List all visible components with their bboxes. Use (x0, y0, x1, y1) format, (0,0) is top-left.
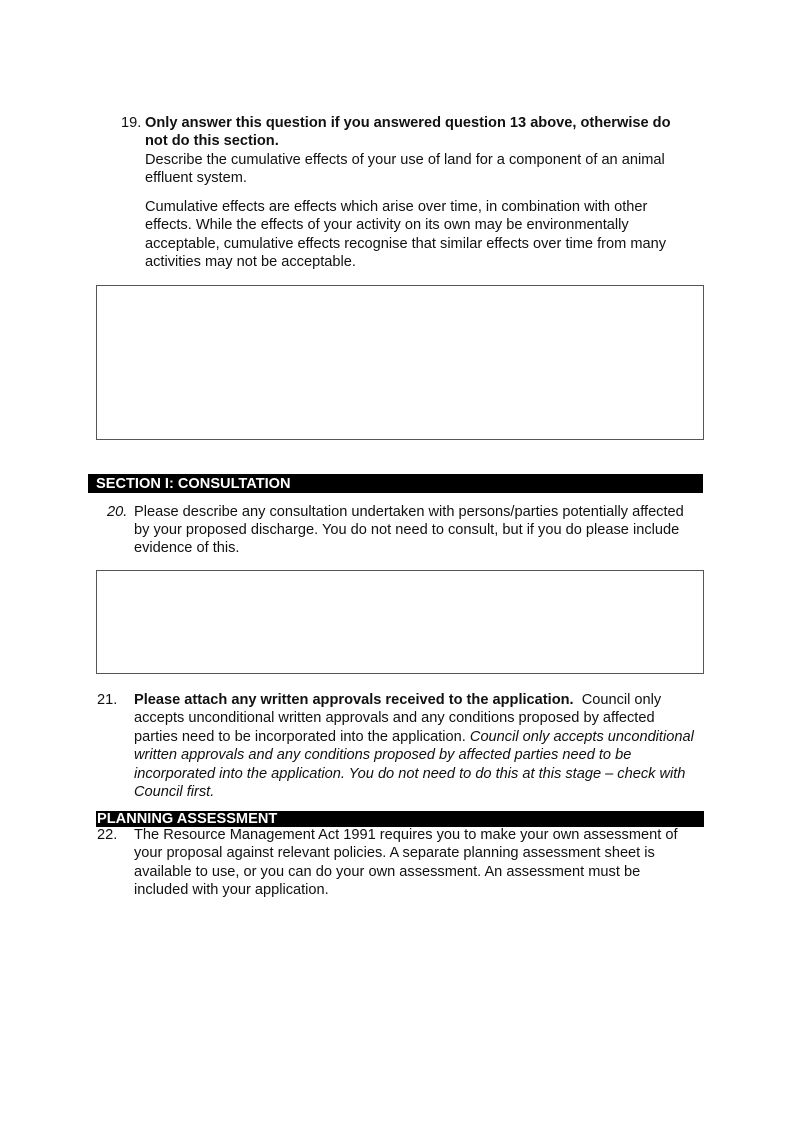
q19-explanation-line: Cumulative effects are effects which arise over time, in combination with other (145, 199, 648, 215)
q21-bold-text: Please attach any written approvals received to the application. (134, 692, 574, 708)
q19-explanation-line: acceptable, cumulative effects recognise that similar effects over time from many (145, 236, 667, 252)
q21-italic-line: written approvals and any conditions proposed by affected parties need to be (134, 747, 632, 763)
q19-instruction-line: not do this section. (145, 133, 279, 149)
q19-question-line: Describe the cumulative effects of your use of land for a component of an animal (145, 152, 665, 168)
q19-instruction-line: Only answer this question if you answered question 13 above, otherwise do (145, 115, 671, 131)
q21-italic-line: incorporated into the application. You do not need to do this at this stage – check with (134, 766, 686, 782)
q20-question-line: by your proposed discharge. You do not need to consult, but if you do please include (134, 522, 680, 538)
q22-line: included with your application. (134, 882, 329, 898)
q22-line: available to use, or you can do your own assessment. An assessment must be (134, 864, 641, 880)
q21-italic-text: Council only accepts unconditional (469, 729, 694, 745)
q19-question-line: effluent system. (145, 170, 247, 186)
q19-explanation-line: effects. While the effects of your activity on its own may be environmentally (145, 217, 629, 233)
q19-explanation-line: activities may not be acceptable. (145, 254, 356, 270)
planning-assessment-heading: PLANNING ASSESSMENT (96, 811, 704, 827)
question-number: 19. (121, 115, 142, 131)
q20-question-line: Please describe any consultation undertaken with persons/parties potentially affected (134, 504, 684, 520)
q22-line: your proposal against relevant policies. A separate planning assessment sheet is (134, 845, 655, 861)
q20-answer-box[interactable] (96, 570, 704, 674)
q21-text: parties need to be incorporated into the application. (134, 729, 466, 745)
q21-line (134, 691, 661, 709)
q21-line: accepts unconditional written approvals and any conditions proposed by affected (134, 710, 655, 726)
q19-answer-box[interactable] (96, 285, 704, 440)
q21-text: Council only (581, 692, 662, 708)
question-number: 22. (97, 827, 118, 843)
q21-italic-line: Council first. (134, 784, 215, 800)
section-i-heading: SECTION I: CONSULTATION (88, 474, 703, 493)
q21-line (134, 728, 694, 746)
question-number: 21. (97, 692, 118, 708)
q20-question-line: evidence of this. (134, 540, 240, 556)
question-number: 20. (107, 504, 128, 520)
q22-line: The Resource Management Act 1991 requires you to make your own assessment of (134, 827, 678, 843)
